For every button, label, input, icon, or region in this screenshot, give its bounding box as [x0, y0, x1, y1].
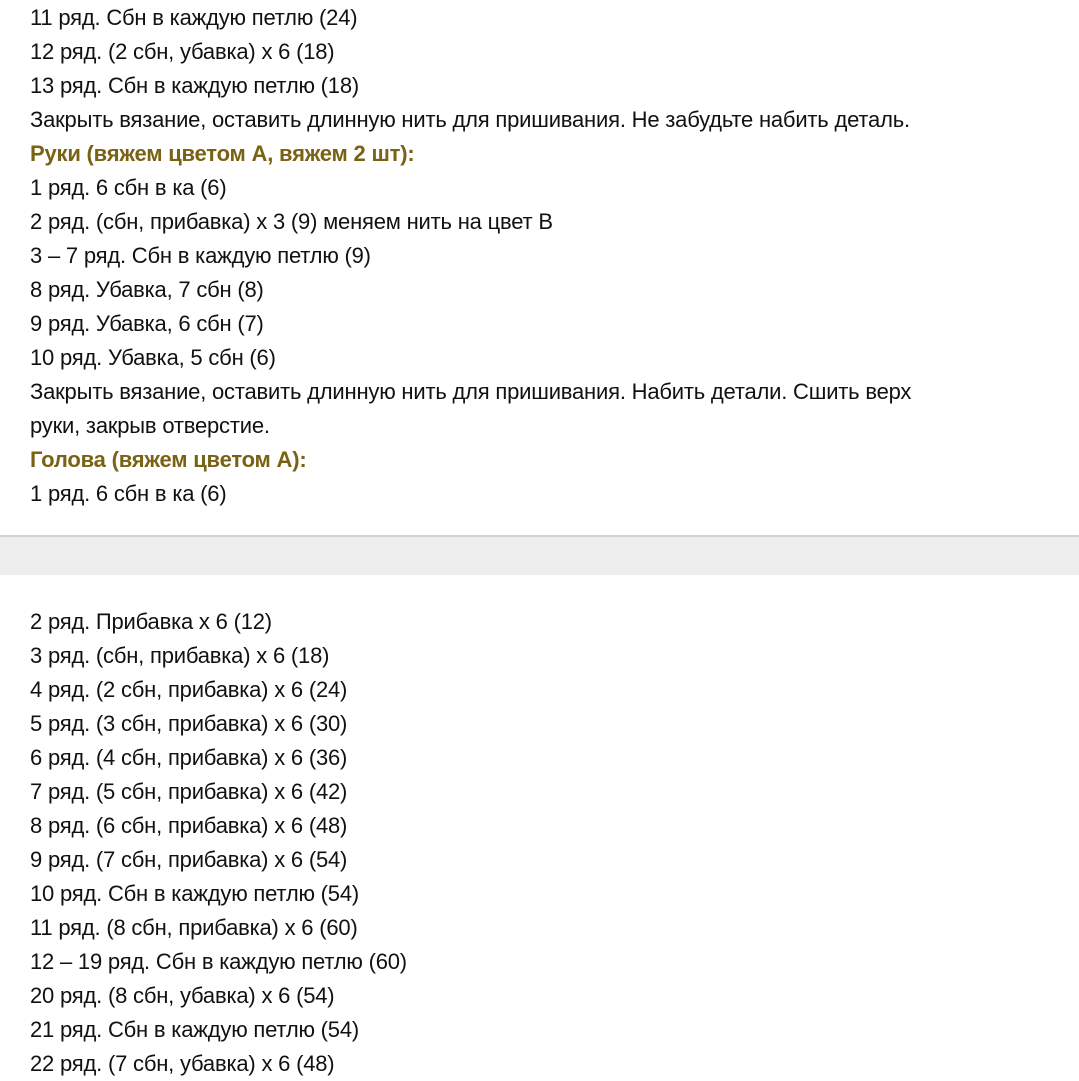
pattern-row: 11 ряд. (8 сбн, прибавка) х 6 (60): [30, 915, 358, 940]
pattern-row: 12 – 19 ряд. Сбн в каждую петлю (60): [30, 949, 407, 974]
page-separator: [0, 535, 1079, 575]
pattern-row: 20 ряд. (8 сбн, убавка) х 6 (54): [30, 983, 335, 1008]
pattern-row: 10 ряд. Сбн в каждую петлю (54): [30, 881, 359, 906]
pattern-row: 13 ряд. Сбн в каждую петлю (18): [30, 73, 359, 98]
pattern-row: 22 ряд. (7 сбн, убавка) х 6 (48): [30, 1051, 335, 1076]
instruction-text: Закрыть вязание, оставить длинную нить для пришивания. Набить детали. Сшить верх: [30, 379, 912, 404]
pattern-row: 11 ряд. Сбн в каждую петлю (24): [30, 5, 358, 30]
section-heading-head: Голова (вяжем цветом А):: [30, 447, 307, 472]
document-page-bottom: [0, 575, 1079, 1079]
section-heading-arms: Руки (вяжем цветом А, вяжем 2 шт):: [30, 141, 415, 166]
pattern-row: 4 ряд. (2 сбн, прибавка) х 6 (24): [30, 677, 348, 702]
pattern-row: 1 ряд. 6 сбн в ка (6): [30, 175, 227, 200]
document-page-top: [0, 0, 1079, 535]
pattern-row: 5 ряд. (3 сбн, прибавка) х 6 (30): [30, 711, 348, 736]
pattern-row: 1 ряд. 6 сбн в ка (6): [30, 481, 227, 506]
pattern-row: 2 ряд. (сбн, прибавка) х 3 (9) меняем нить на цвет В: [30, 209, 553, 234]
pattern-row: 3 – 7 ряд. Сбн в каждую петлю (9): [30, 243, 371, 268]
pattern-row: 3 ряд. (сбн, прибавка) х 6 (18): [30, 643, 330, 668]
pattern-row: 8 ряд. (6 сбн, прибавка) х 6 (48): [30, 813, 348, 838]
instruction-text: Закрыть вязание, оставить длинную нить для пришивания. Не забудьте набить деталь.: [30, 107, 910, 132]
pattern-row: 10 ряд. Убавка, 5 сбн (6): [30, 345, 276, 370]
pattern-row: 7 ряд. (5 сбн, прибавка) х 6 (42): [30, 779, 348, 804]
pattern-row: 8 ряд. Убавка, 7 сбн (8): [30, 277, 264, 302]
pattern-row: 9 ряд. Убавка, 6 сбн (7): [30, 311, 264, 336]
pattern-row: 21 ряд. Сбн в каждую петлю (54): [30, 1017, 359, 1042]
pattern-row: 12 ряд. (2 сбн, убавка) х 6 (18): [30, 39, 335, 64]
pattern-row: 9 ряд. (7 сбн, прибавка) х 6 (54): [30, 847, 348, 872]
pattern-row: 2 ряд. Прибавка х 6 (12): [30, 609, 272, 634]
pattern-row: 6 ряд. (4 сбн, прибавка) х 6 (36): [30, 745, 348, 770]
instruction-text: руки, закрыв отверстие.: [30, 413, 270, 438]
